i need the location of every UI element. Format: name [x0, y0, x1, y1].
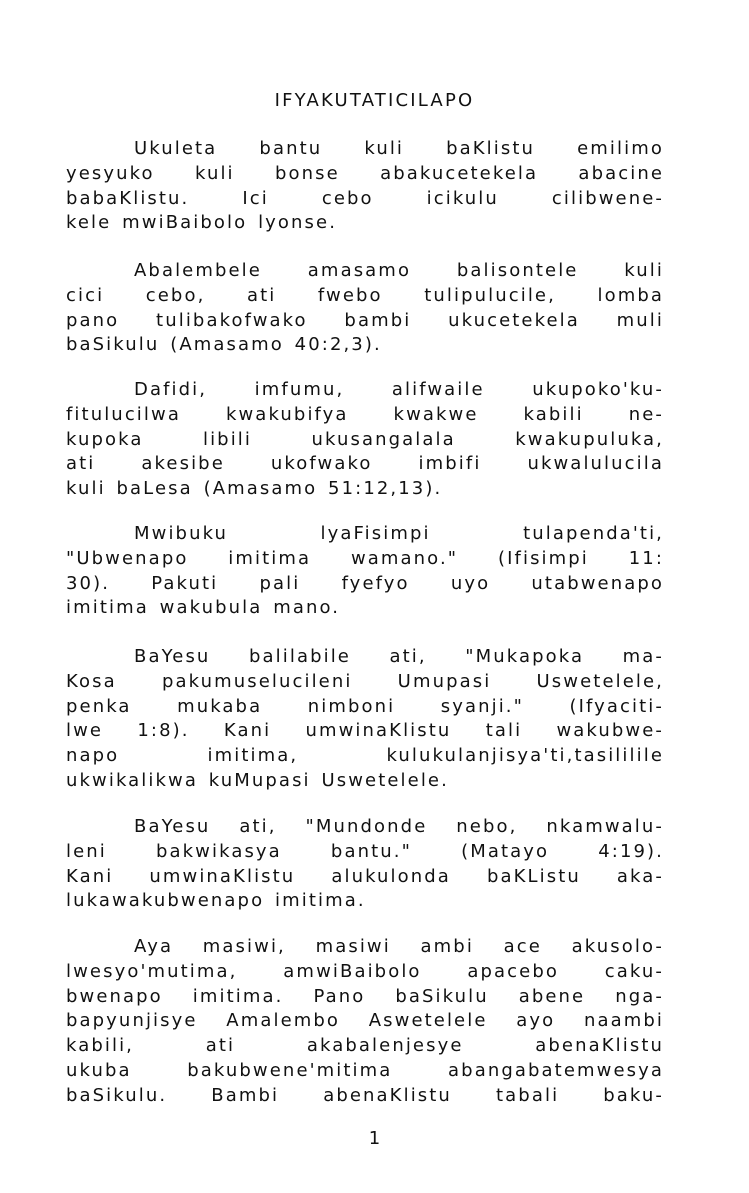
text-line: baSikulu. Bambi abenaKlistu tabali baku-: [66, 1084, 664, 1106]
text-line: babaKlistu. Ici cebo icikulu cilibwene-: [66, 187, 664, 209]
paragraph-1: [66, 137, 664, 236]
paragraph-4: [66, 522, 664, 621]
text-line: Dafidi, imfumu, alifwaile ukupoko'ku-: [134, 379, 664, 400]
text-line: kele mwiBaibolo lyonse.: [66, 212, 338, 234]
page-number: 1: [368, 1128, 381, 1149]
text-line: kabili, ati akabalenjesye abenaKlistu: [66, 1035, 664, 1057]
text-line: leni bakwikasya bantu." (Matayo 4:19).: [66, 840, 664, 862]
text-line: lwe 1:8). Kani umwinaKlistu tali wakubwe-: [66, 720, 664, 742]
text-line: lwesyo'mutima, amwiBaibolo apacebo caku-: [66, 960, 664, 982]
text-line: cici cebo, ati fwebo tulipulucile, lomba: [66, 284, 664, 306]
text-line: BaYesu ati, "Mundonde nebo, nkamwalu-: [134, 816, 664, 837]
text-line: Aya masiwi, masiwi ambi ace akusolo-: [134, 936, 664, 957]
text-line: Kosa pakumuselucileni Umupasi Uswetelele,: [66, 670, 664, 692]
text-line: bwenapo imitima. Pano baSikulu abene nga-: [66, 985, 664, 1007]
text-line: "Ubwenapo imitima wamano." (Ifisimpi 11:: [66, 547, 664, 569]
text-line: kupoka libili ukusangalala kwakupuluka,: [66, 428, 664, 450]
text-line: imitima wakubula mano.: [66, 597, 341, 619]
paragraph-3: [66, 378, 664, 502]
text-line: baSikulu (Amasamo 40:2,3).: [66, 334, 382, 356]
text-line: 30). Pakuti pali fyefyo uyo utabwenapo: [66, 572, 664, 594]
text-line: pano tulibakofwako bambi ukucetekela muli: [66, 309, 664, 331]
text-line: bapyunjisye Amalembo Aswetelele ayo naambi: [66, 1010, 664, 1032]
paragraph-2: [66, 259, 664, 358]
page-title: IFYAKUTATICILAPO: [274, 90, 475, 111]
text-line: ati akesibe ukofwako imbifi ukwalulucila: [66, 453, 664, 475]
text-line: napo imitima, kulukulanjisya'ti,tasililile: [66, 745, 664, 767]
text-line: penka mukaba nimboni syanji." (Ifyaciti-: [66, 695, 664, 717]
text-line: Abalembele amasamo balisontele kuli: [134, 260, 664, 281]
text-line: ukuba bakubwene'mitima abangabatemwesya: [66, 1059, 664, 1081]
text-line: fitulucilwa kwakubifya kwakwe kabili ne-: [66, 403, 664, 425]
paragraph-5: [66, 645, 664, 794]
text-line: lukawakubwenapo imitima.: [66, 890, 366, 912]
text-line: BaYesu balilabile ati, "Mukapoka ma-: [134, 646, 664, 667]
text-line: kuli baLesa (Amasamo 51:12,13).: [66, 478, 443, 500]
paragraph-6: [66, 815, 664, 914]
text-line: Mwibuku lyaFisimpi tulapenda'ti,: [134, 523, 664, 544]
text-line: yesyuko kuli bonse abakucetekela abacine: [66, 162, 664, 184]
text-line: Kani umwinaKlistu alukulonda baKListu aka-: [66, 865, 664, 887]
paragraph-7: [66, 935, 664, 1109]
text-line: Ukuleta bantu kuli baKlistu emilimo: [134, 138, 664, 159]
text-line: ukwikalikwa kuMupasi Uswetelele.: [66, 769, 449, 791]
